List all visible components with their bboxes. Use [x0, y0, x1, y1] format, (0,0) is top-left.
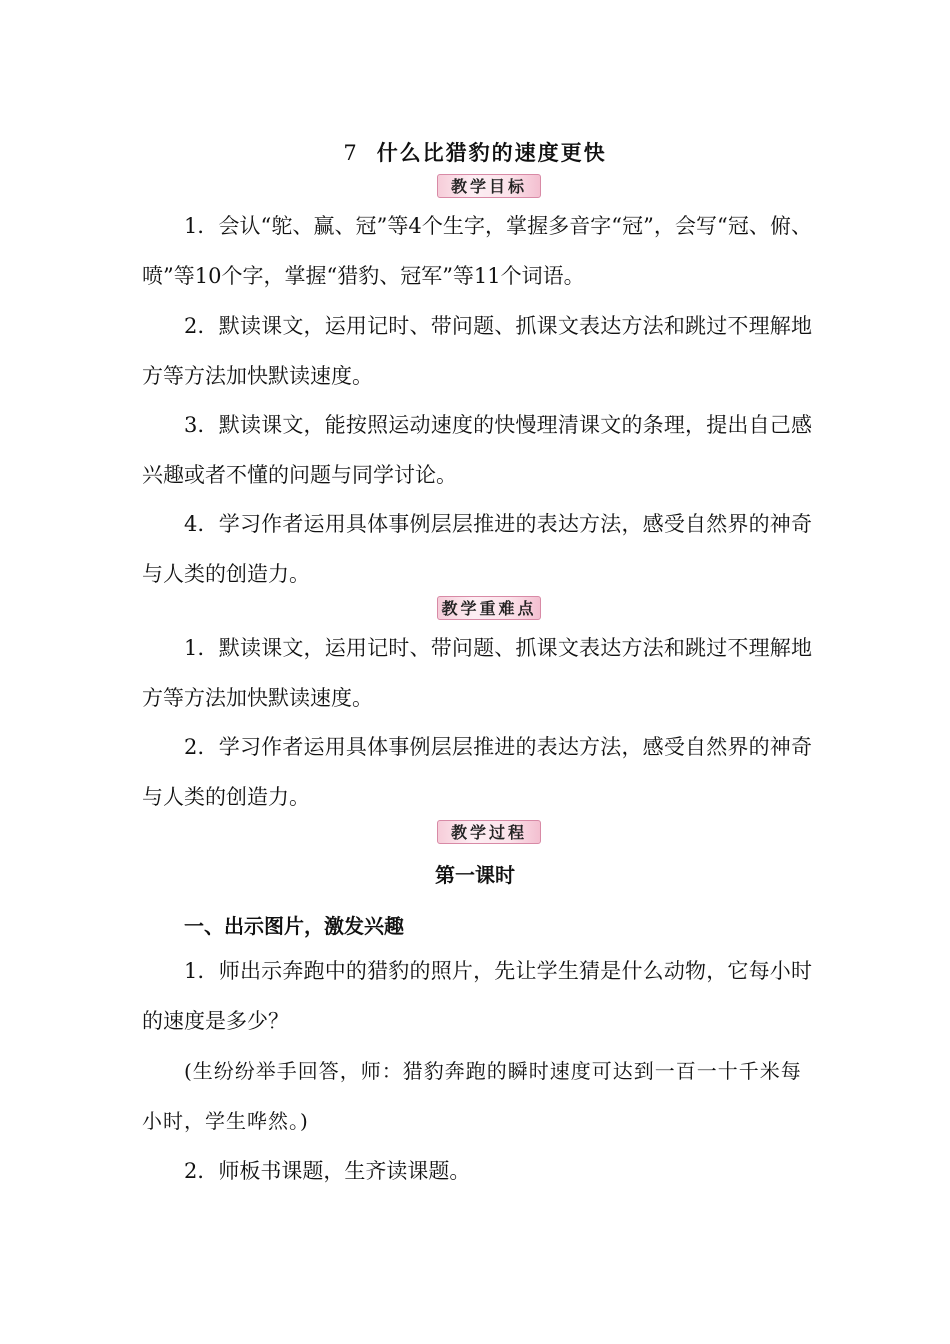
lesson-title	[0, 137, 950, 167]
step-1-item-1: 1．师出示奔跑中的猎豹的照片，先让学生猜是什么动物，它每小时的速度是多少？	[142, 959, 812, 1033]
step-1-note: (生纷纷举手回答，师：猎豹奔跑的瞬时速度可达到一百一十千米每小时，学生哗然。)	[142, 1059, 802, 1133]
keypoint-2: 2．学习作者运用具体事例层层推进的表达方法，感受自然界的神奇与人类的创造力。	[142, 735, 812, 809]
lesson-number: 7	[343, 141, 359, 165]
lesson-title-text: 什么比猎豹的速度更快	[376, 140, 607, 165]
keypoint-1: 1．默读课文，运用记时、带问题、抓课文表达方法和跳过不理解地方等方法加快默读速度。	[142, 636, 812, 710]
objective-4: 4．学习作者运用具体事例层层推进的表达方法，感受自然界的神奇与人类的创造力。	[142, 512, 812, 586]
objective-3: 3．默读课文，能按照运动速度的快慢理清课文的条理，提出自己感兴趣或者不懂的问题与同学讨论。	[142, 413, 812, 487]
keypoints-badge: 教学重难点	[437, 596, 541, 620]
step-1-item-2: 2．师板书课题，生齐读课题。	[184, 1159, 471, 1183]
lesson-period-heading: 第一课时	[435, 863, 515, 887]
objective-1: 1．会认“鸵、赢、冠”等4个生字，掌握多音字“冠”，会写“冠、俯、喷”等10个字，掌握“猎豹、冠军”等11个词语。	[142, 214, 812, 288]
objective-2: 2．默读课文，运用记时、带问题、抓课文表达方法和跳过不理解地方等方法加快默读速度。	[142, 314, 812, 388]
step-1-heading: 一、出示图片，激发兴趣	[184, 914, 404, 938]
process-badge: 教学过程	[437, 820, 541, 844]
objectives-badge: 教学目标	[437, 174, 541, 198]
